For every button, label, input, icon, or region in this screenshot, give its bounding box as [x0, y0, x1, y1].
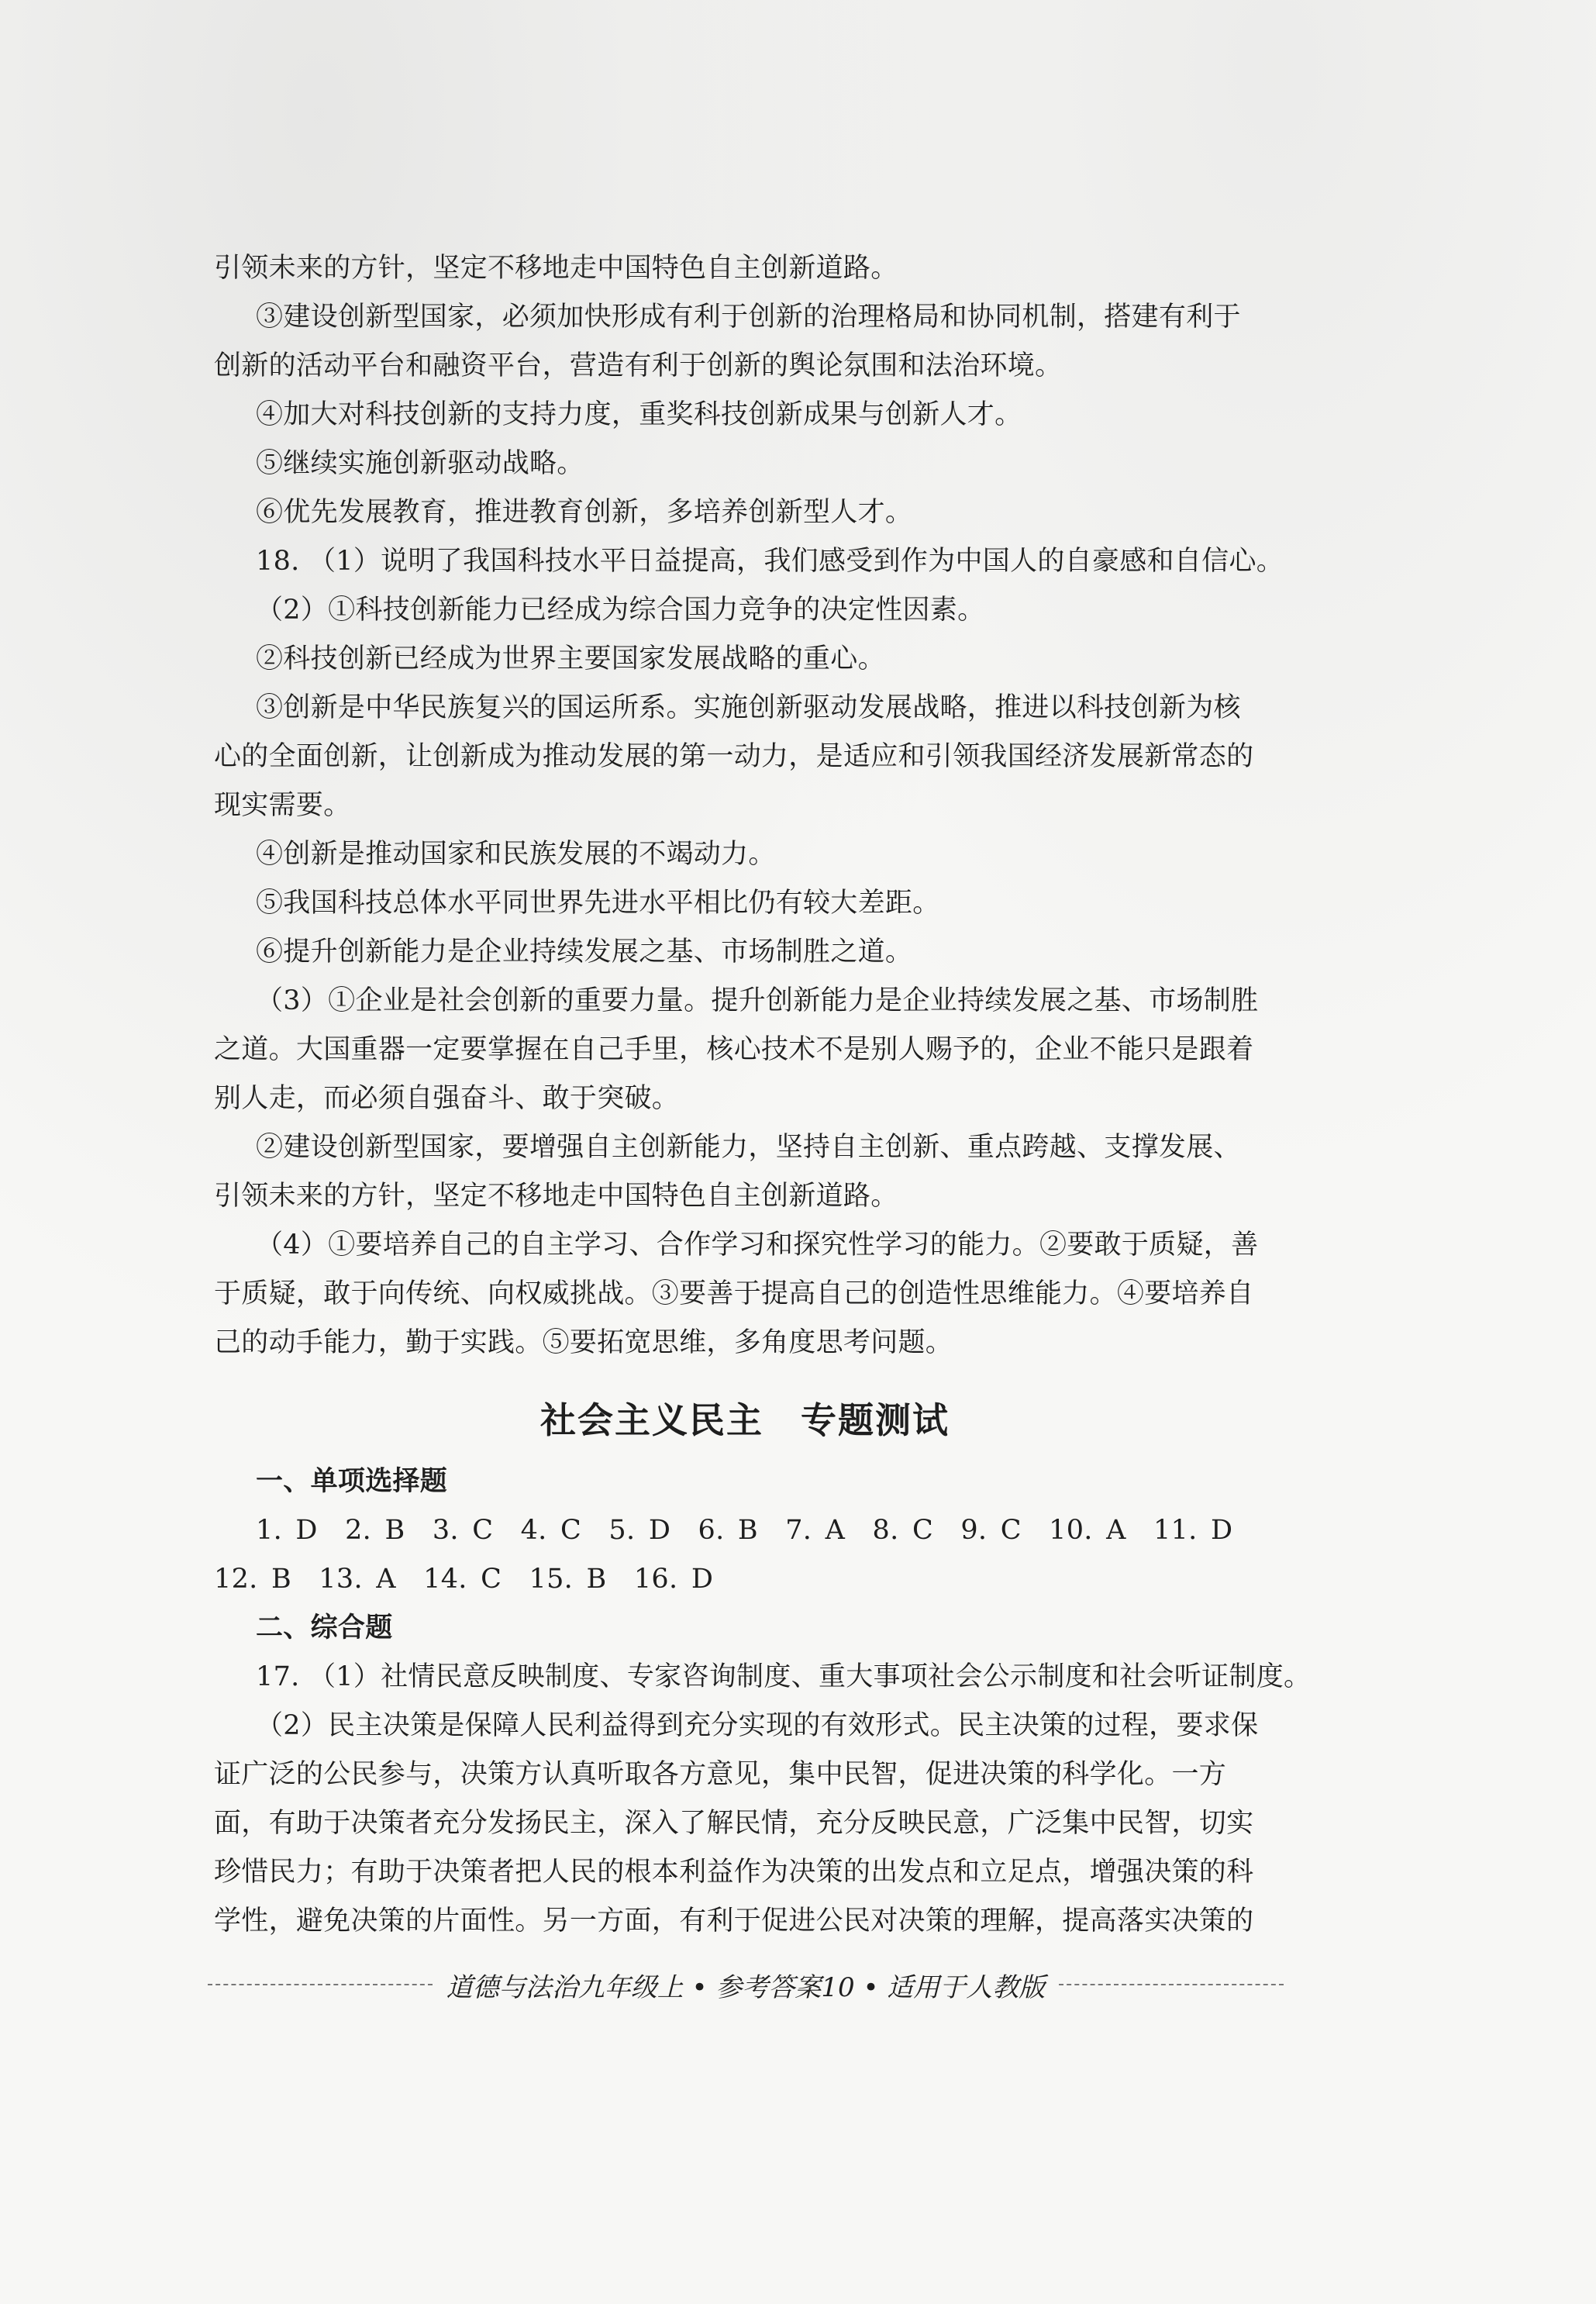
text-line: 引领未来的方针，坚定不移地走中国特色自主创新道路。	[214, 1181, 898, 1212]
footer-text: 道德与法治九年级上 • 参考答案10 • 适用于人教版	[446, 1971, 1046, 2003]
text-line: ④创新是推动国家和民族发展的不竭动力。	[256, 839, 776, 870]
text-line: ④加大对科技创新的支持力度，重奖科技创新成果与创新人才。	[256, 399, 1022, 430]
text-line: ③建设创新型国家，必须加快形成有利于创新的治理格局和协同机制，搭建有利于	[256, 302, 1241, 333]
text-line: 别人走，而必须自强奋斗、敢于突破。	[214, 1083, 680, 1114]
text-line: ③创新是中华民族复兴的国运所系。实施创新驱动发展战略，推进以科技创新为核	[256, 692, 1241, 723]
text-line: ⑥提升创新能力是企业持续发展之基、市场制胜之道。	[256, 936, 913, 967]
text-line: 创新的活动平台和融资平台，营造有利于创新的舆论氛围和法治环境。	[214, 350, 1063, 381]
text-line: 己的动手能力，勤于实践。⑤要拓宽思维，多角度思考问题。	[214, 1327, 953, 1358]
text-line: 面，有助于决策者充分发扬民主，深入了解民情，充分反映民意，广泛集中民智，切实	[214, 1808, 1254, 1839]
answers-line: 1. D 2. B 3. C 4. C 5. D 6. B 7. A 8. C 9. C 10. A 11. D	[256, 1515, 1233, 1546]
footer-divider-right	[1059, 1984, 1284, 1985]
text-line: （4）①要培养自己的自主学习、合作学习和探究性学习的能力。②要敢于质疑，善	[256, 1230, 1259, 1261]
page-footer	[208, 1968, 1284, 2002]
subheading-multiple-choice: 一、单项选择题	[256, 1465, 448, 1497]
subheading-comprehensive: 二、综合题	[256, 1612, 393, 1643]
text-line: 引领未来的方针，坚定不移地走中国特色自主创新道路。	[214, 253, 898, 284]
text-line: 17. （1）社情民意反映制度、专家咨询制度、重大事项社会公示制度和社会听证制度。	[256, 1661, 1312, 1692]
text-line: （2）民主决策是保障人民利益得到充分实现的有效形式。民主决策的过程，要求保	[256, 1710, 1259, 1741]
text-line: 之道。大国重器一定要掌握在自己手里，核心技术不是别人赐予的，企业不能只是跟着	[214, 1034, 1254, 1065]
text-line: 18. （1）说明了我国科技水平日益提高，我们感受到作为中国人的自豪感和自信心。	[256, 546, 1284, 577]
text-line: 证广泛的公民参与，决策方认真听取各方意见，集中民智，促进决策的科学化。一方	[214, 1759, 1227, 1790]
text-line: 心的全面创新，让创新成为推动发展的第一动力，是适应和引领我国经济发展新常态的	[214, 741, 1254, 772]
text-line: ⑥优先发展教育，推进教育创新，多培养创新型人才。	[256, 497, 913, 528]
text-line: （2）①科技创新能力已经成为综合国力竞争的决定性因素。	[256, 595, 985, 626]
text-line: ⑤继续实施创新驱动战略。	[256, 448, 584, 479]
text-line: 现实需要。	[214, 790, 351, 821]
footer-divider-left	[208, 1984, 433, 1985]
answers-line: 12. B 13. A 14. C 15. B 16. D	[214, 1564, 714, 1595]
text-line: ②建设创新型国家，要增强自主创新能力，坚持自主创新、重点跨越、支撑发展、	[256, 1132, 1241, 1163]
text-line: 珍惜民力；有助于决策者把人民的根本利益作为决策的出发点和立足点，增强决策的科	[214, 1857, 1254, 1888]
section-title: 社会主义民主 专题测试	[540, 1399, 950, 1441]
text-line: 学性，避免决策的片面性。另一方面，有利于促进公民对决策的理解，提高落实决策的	[214, 1906, 1254, 1937]
text-line: 于质疑，敢于向传统、向权威挑战。③要善于提高自己的创造性思维能力。④要培养自	[214, 1278, 1254, 1309]
text-line: （3）①企业是社会创新的重要力量。提升创新能力是企业持续发展之基、市场制胜	[256, 985, 1259, 1016]
text-line: ②科技创新已经成为世界主要国家发展战略的重心。	[256, 643, 885, 674]
text-line: ⑤我国科技总体水平同世界先进水平相比仍有较大差距。	[256, 888, 940, 919]
